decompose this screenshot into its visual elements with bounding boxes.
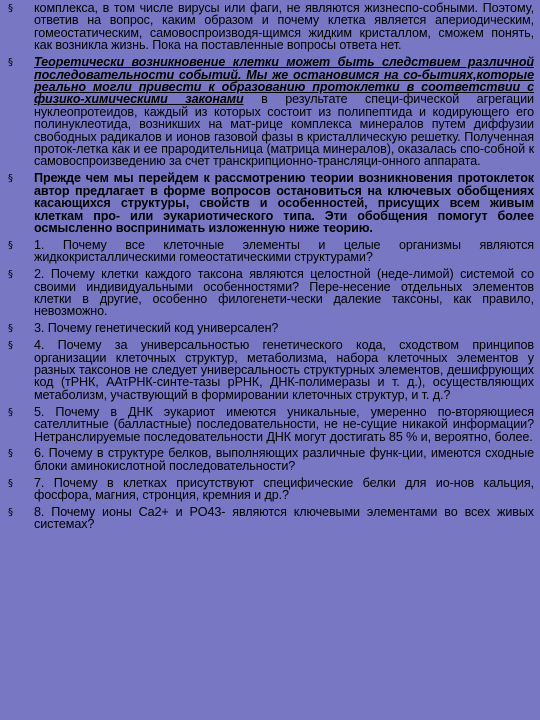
paragraph-text bbox=[34, 56, 534, 168]
bullet-icon: § bbox=[8, 323, 13, 335]
bullet-icon: § bbox=[8, 173, 13, 185]
list-item bbox=[0, 447, 534, 472]
bullet-icon: § bbox=[8, 57, 13, 69]
bullet-icon: § bbox=[8, 340, 13, 352]
question-text: 5. Почему в ДНК эукариот имеются уникальные, умеренно по-вторяющиеся сателлитные (балластные) последовательности, не не-сущие никакой информации? Нетранслируемые последовательности ДНК могут достигать 85 % и, вероятно, более. bbox=[34, 404, 534, 444]
question-text: 2. Почему клетки каждого таксона являются целостной (неде-лимой) системой со своими индивидуальными особенностями? Пере-несение отдельных элементов клетки в другие, особенно филогенети-чески далекие таксоны, как правило, невозможно. bbox=[34, 267, 534, 319]
list-item bbox=[0, 172, 534, 234]
bullet-icon: § bbox=[8, 507, 13, 519]
bullet-icon: § bbox=[8, 269, 13, 281]
bullet-icon: § bbox=[8, 406, 13, 418]
list-item bbox=[0, 56, 534, 168]
bullet-icon: § bbox=[8, 3, 13, 14]
list-item bbox=[0, 339, 534, 401]
question-text: 8. Почему ионы Ca2+ и PO43- являются ключевыми элементами во всех живых системах? bbox=[34, 505, 534, 532]
list-item bbox=[0, 268, 534, 318]
list-item bbox=[0, 406, 534, 443]
paragraph-text: комплекса, в том числе вирусы или фаги, не являются жизнеспо-собными. Поэтому, ответив на вопрос, каким образом и почему клетка является апериодическим, гомеостатическим, самовоспроизводя-щимся жидким кристаллом, сможем понять, как возникла жизнь. Пока на поставленные вопросы ответа нет. bbox=[34, 1, 534, 53]
question-text: 7. Почему в клетках присутствуют специфические белки для ио-нов кальция, фосфора, магния, стронция, кремния и др.? bbox=[34, 475, 534, 503]
list-item bbox=[0, 477, 534, 502]
bullet-icon: § bbox=[8, 477, 13, 489]
question-text: 6. Почему в структуре белков, выполняющих различные функ-ции, имеются сходные блоки аминокислотной последовательности? bbox=[34, 446, 534, 473]
question-text: 3. Почему генетический код универсален? bbox=[34, 321, 279, 336]
paragraph-continuation: в результате специ-фической агрегации нуклеопротеидов, каждый из которых состоит из полипептида и кодирующего его полинуклеотида, возникших на мат-рице комплекса минералов путем диффузии свободных радикалов и ионов газовой фазы в кристаллическую решетку. Полученная проток-летка как и ее прародительница (матрица минералов), оказалась спо-собной к самовоспроизведению за счет транскрипционно-трансляци-онного аппарата. bbox=[34, 92, 534, 169]
bold-paragraph-text: Прежде чем мы перейдем к рассмотрению теории возникновения протоклеток автор предлагает в форме вопросов остановиться на ключевых обобщениях касающихся структуры, свойств и особенностей, присущих всем живым клеткам про- или эукариотического типа. Эти обобщения помогут более осмысленно воспринимать изложенную ниже теорию. bbox=[34, 171, 534, 235]
bullet-icon: § bbox=[8, 448, 13, 460]
bullet-icon: § bbox=[8, 239, 13, 251]
list-item bbox=[0, 322, 534, 334]
question-text: 1. Почему все клеточные элементы и целые организмы являются жидкокристаллическими гомеостатическими структурами? bbox=[34, 237, 534, 265]
question-text: 4. Почему за универсальностью генетического кода, сходством принципов организации клеточных структур, метаболизма, набора клеточных элементов у разных таксонов не следует универсальность структурных элементов, дешифрующих код (тРНК, ААтРНК-синте-тазы рРНК, ДНК-полимеразы и т. д.), осуществляющих метаболизм, участвующий в формировании клеточных структур, и т. д.? bbox=[34, 338, 534, 402]
list-item bbox=[0, 506, 534, 531]
emphasized-text: Теоретически возникновение клетки может быть следствием различной последовательности событий. Мы же остановимся на со-бытиях,которые реально могли привести к образованию протоклетки в соответствии с физико-химическими законами bbox=[34, 55, 534, 107]
list-item bbox=[0, 239, 534, 264]
list-item bbox=[0, 2, 534, 52]
